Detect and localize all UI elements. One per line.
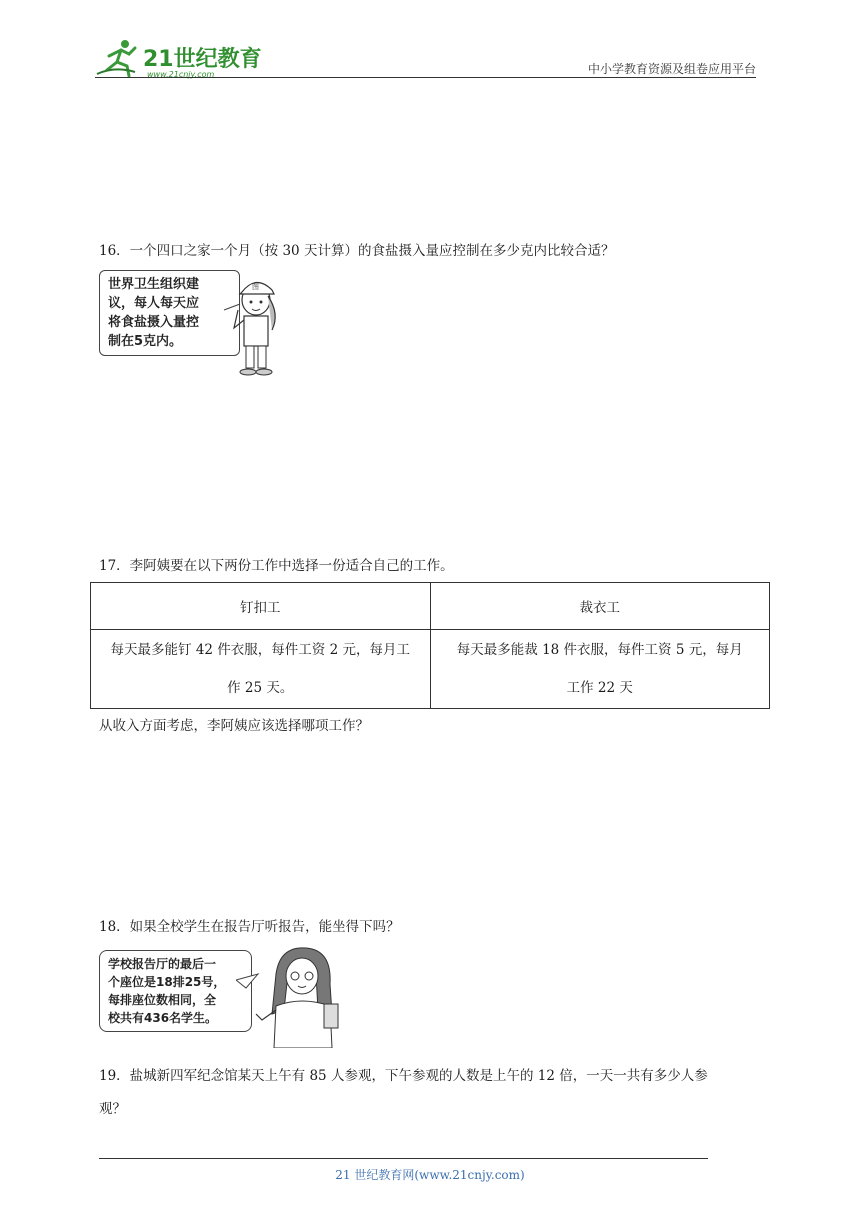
question-19-line2: 观？ bbox=[99, 1101, 126, 1117]
question-17-followup: 从收入方面考虑，李阿姨应该选择哪项工作？ bbox=[99, 718, 369, 734]
bubble-line: 每排座位数相同，全 bbox=[108, 993, 217, 1007]
table-header-cell: 裁衣工 bbox=[430, 583, 770, 630]
cell-line: 工作 22 天 bbox=[566, 680, 633, 696]
bubble-line: 个座位是18排25号， bbox=[108, 975, 226, 989]
cap-text: 图 bbox=[252, 283, 259, 291]
header-slogan: 中小学教育资源及组卷应用平台 bbox=[587, 62, 756, 76]
table-header-cell: 钉扣工 bbox=[91, 583, 431, 630]
logo-text: 21世纪教育 bbox=[143, 47, 262, 72]
bubble-line: 将食盐摄入量控 bbox=[108, 315, 200, 330]
bubble-line: 校共有436名学生。 bbox=[108, 1011, 218, 1025]
table-row bbox=[91, 630, 770, 709]
cell-line: 作 25 天。 bbox=[227, 680, 294, 696]
question-18: 18．如果全校学生在报告厅听报告，能坐得下吗？ bbox=[99, 919, 400, 935]
question-19-line1: 19．盐城新四军纪念馆某天上午有 85 人参观，下午参观的人数是上午的 12 倍，一天一共有多少人参 bbox=[99, 1068, 708, 1084]
bubble-line: 学校报告厅的最后一 bbox=[108, 957, 217, 971]
bubble-line: 制在5克内。 bbox=[108, 334, 183, 349]
question-17: 17．李阿姨要在以下两份工作中选择一份适合自己的工作。 bbox=[99, 558, 454, 574]
girl-illustration bbox=[222, 274, 284, 378]
bubble-line: 议，每人每天应 bbox=[108, 296, 200, 311]
header-rule bbox=[95, 77, 756, 78]
speech-bubble-18 bbox=[99, 950, 252, 1032]
runner-icon bbox=[97, 40, 135, 76]
cell-line: 每天最多能裁 18 件衣服，每件工资 5 元，每月 bbox=[456, 642, 743, 658]
table-cell bbox=[430, 630, 770, 709]
question-16: 16．一个四口之家一个月（按 30 天计算）的食盐摄入量应控制在多少克内比较合适？ bbox=[99, 243, 615, 259]
table-cell bbox=[91, 630, 431, 709]
site-logo bbox=[95, 36, 265, 80]
cell-line: 每天最多能钉 42 件衣服，每件工资 2 元，每月工 bbox=[110, 642, 410, 658]
footer-rule bbox=[99, 1158, 708, 1159]
speech-bubble-16 bbox=[99, 270, 240, 356]
teacher-illustration bbox=[236, 944, 346, 1048]
footer-link[interactable]: 21 世纪教育网(www.21cnjy.com) bbox=[335, 1168, 525, 1182]
job-comparison-table bbox=[90, 582, 770, 709]
table-header-row bbox=[91, 583, 770, 630]
logo-url: www.21cnjy.com bbox=[147, 70, 215, 79]
bubble-line: 世界卫生组织建 bbox=[108, 277, 200, 292]
